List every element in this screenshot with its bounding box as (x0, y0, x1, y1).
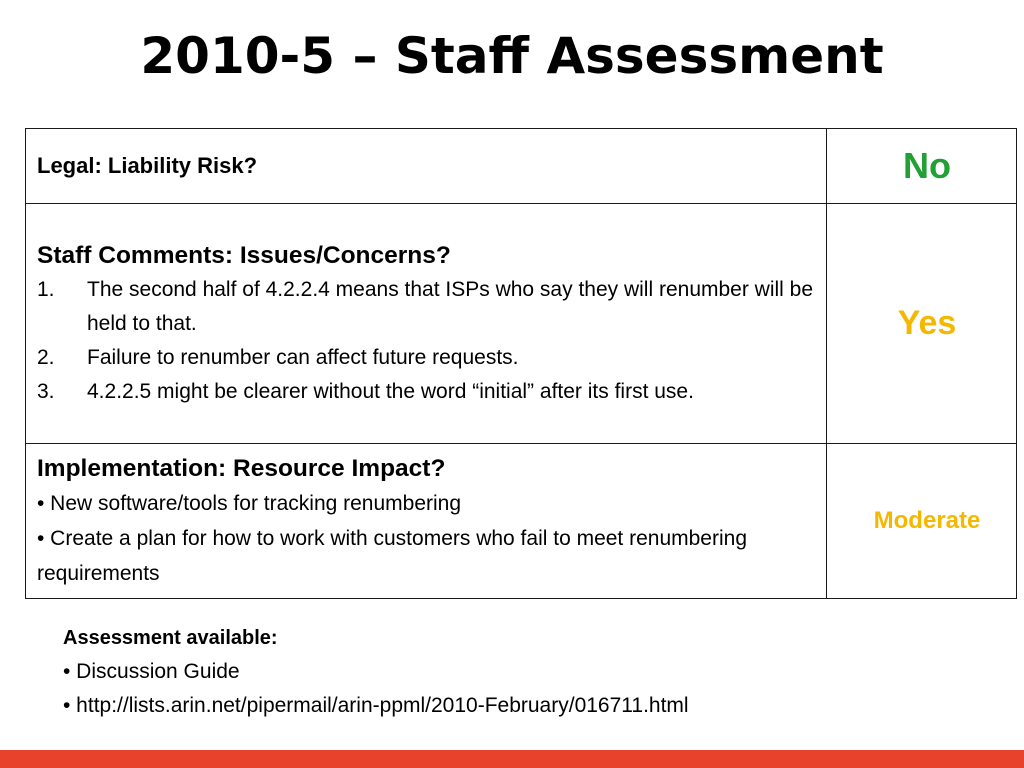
impacts-list (37, 486, 826, 591)
list-item (37, 341, 826, 375)
list-item: • New software/tools for tracking renumbering (37, 491, 462, 515)
list-item (37, 375, 826, 409)
item-text: Failure to renumber can affect future requests. (87, 345, 519, 369)
item-number: 1. (37, 277, 55, 301)
item-text: The second half of 4.2.2.4 means that ISPs who say they will renumber will be held to that. (87, 277, 814, 335)
item-number: 3. (37, 379, 55, 403)
question-cell-implementation (26, 444, 827, 599)
table-row-legal (26, 129, 1017, 204)
list-item (37, 273, 826, 341)
footer-heading: Assessment available: (63, 627, 278, 649)
answer-cell-implementation (827, 444, 1017, 599)
answer-cell-staff-comments (827, 204, 1017, 444)
issues-list (37, 273, 826, 409)
table-row-staff-comments (26, 204, 1017, 444)
table-row-implementation (26, 444, 1017, 599)
question-legal: Legal: Liability Risk? (37, 153, 258, 178)
mailing-list-link[interactable]: • http://lists.arin.net/pipermail/arin-ppml/2010-February/016711.html (63, 694, 689, 717)
assessment-table (25, 128, 1017, 599)
question-staff-comments: Staff Comments: Issues/Concerns? (37, 241, 451, 269)
item-text: 4.2.2.5 might be clearer without the word “initial” after its first use. (87, 379, 694, 403)
answer-cell-legal (827, 129, 1017, 204)
question-implementation: Implementation: Resource Impact? (37, 454, 446, 482)
list-item: • Create a plan for how to work with customers who fail to meet renumbering requirements (37, 526, 748, 585)
answer-staff-comments: Yes (897, 304, 957, 342)
answer-legal: No (903, 145, 951, 186)
bottom-accent-bar (0, 750, 1024, 768)
item-number: 2. (37, 345, 55, 369)
question-cell-staff-comments (26, 204, 827, 444)
slide-title: 2010-5 – Staff Assessment (140, 27, 884, 85)
discussion-guide-link[interactable]: • Discussion Guide (63, 660, 240, 683)
answer-implementation: Moderate (873, 507, 981, 534)
footer-links (63, 655, 1003, 723)
question-cell-legal (26, 129, 827, 204)
assessment-footer (63, 622, 1003, 723)
